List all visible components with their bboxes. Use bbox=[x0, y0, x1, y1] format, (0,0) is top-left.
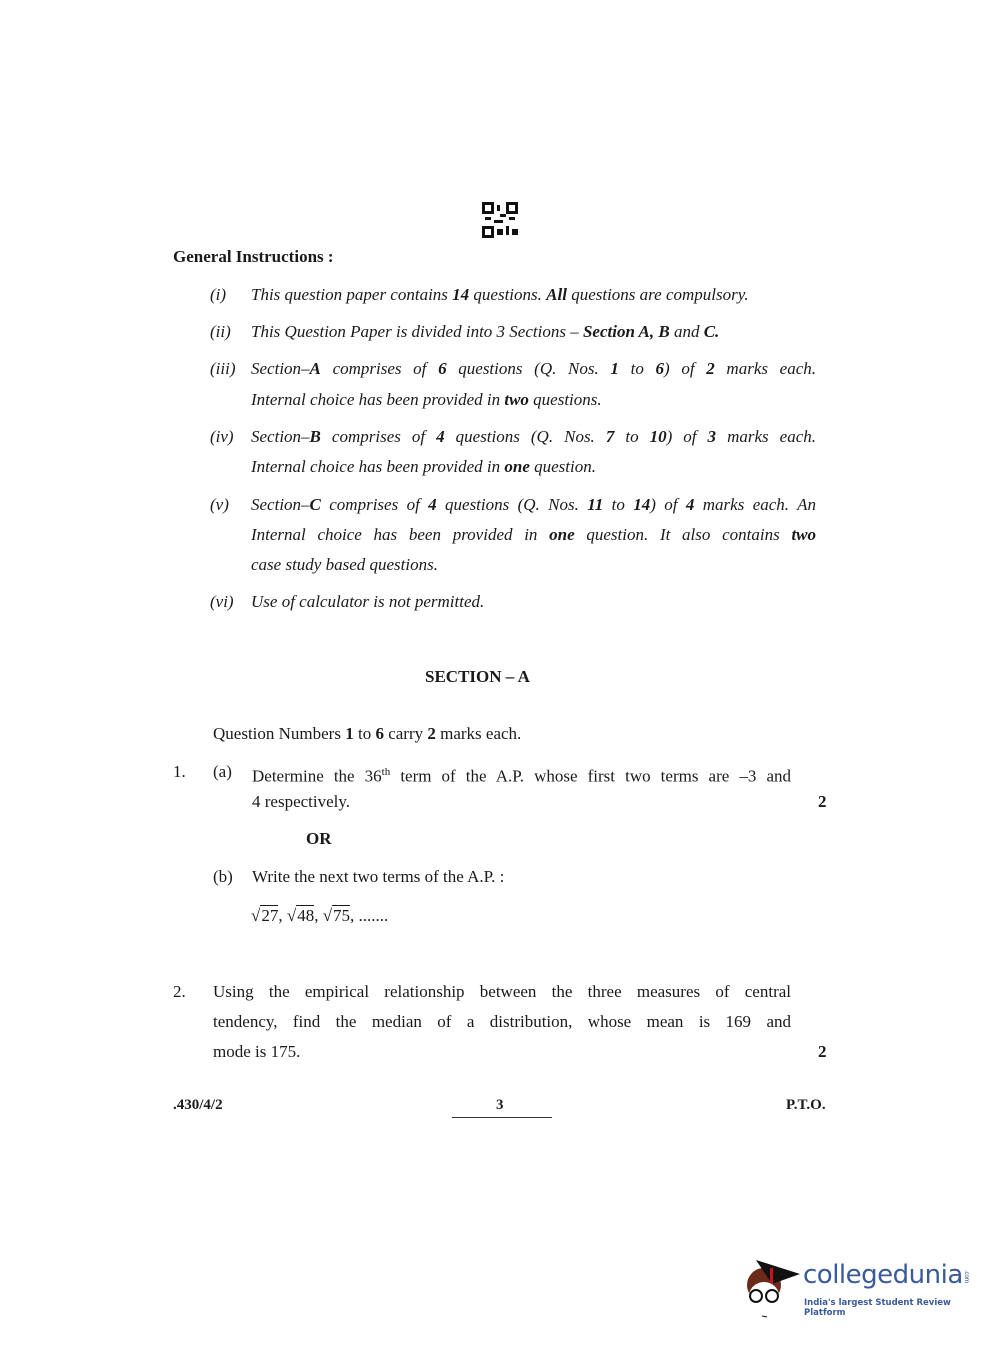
superscript: th bbox=[381, 766, 391, 778]
instruction-text bbox=[251, 495, 816, 515]
text-segment: marks each. bbox=[714, 359, 816, 378]
text-segment: question. It also contains bbox=[574, 525, 792, 544]
instruction-text bbox=[251, 359, 816, 379]
q1a-text-line bbox=[252, 762, 791, 787]
sqrt-term: 75 bbox=[333, 906, 351, 925]
instruction-text bbox=[251, 427, 816, 447]
q2-text: tendency, find the median of a distribution, whose mean is 169 and bbox=[213, 1012, 791, 1031]
question-number: 1. bbox=[173, 762, 186, 781]
bold-text: one bbox=[504, 457, 530, 476]
text-segment: questions. bbox=[469, 285, 547, 304]
option-label: (a) bbox=[213, 762, 232, 781]
collegedunia-logo bbox=[742, 1250, 972, 1320]
ellipsis: ....... bbox=[354, 906, 389, 925]
text-segment: comprises of bbox=[320, 427, 437, 446]
page-number: 3 bbox=[496, 1097, 504, 1113]
text-segment: comprises of bbox=[320, 359, 439, 378]
logo-name: collegedunia bbox=[803, 1260, 963, 1290]
section-note bbox=[213, 724, 521, 744]
text-segment: and bbox=[669, 322, 704, 341]
text-segment: marks each. bbox=[435, 724, 522, 743]
instruction-text bbox=[251, 457, 596, 477]
divider bbox=[452, 1117, 552, 1118]
bold-text: 7 bbox=[605, 427, 615, 446]
text-segment: comprises of bbox=[320, 495, 429, 514]
bold-text: B bbox=[309, 427, 321, 446]
text-segment: carry bbox=[383, 724, 428, 743]
text-segment: marks each. bbox=[716, 427, 816, 446]
text-segment: This question paper contains bbox=[251, 285, 453, 304]
bold-text: 2 bbox=[427, 724, 436, 743]
text-segment: Internal choice has been provided in bbox=[251, 525, 550, 544]
marks: 2 bbox=[818, 1042, 827, 1061]
instruction-text bbox=[251, 390, 602, 410]
bold-text: 14 bbox=[452, 285, 470, 304]
marks: 2 bbox=[818, 792, 827, 811]
pto-label: P.T.O. bbox=[786, 1097, 826, 1113]
instruction-number: (iv) bbox=[210, 427, 234, 446]
q1a-text: term of the A.P. whose first two terms are –3 and bbox=[390, 766, 791, 786]
section-title: SECTION – A bbox=[425, 667, 530, 686]
q2-text: Using the empirical relationship between the three measures of central bbox=[213, 982, 791, 1001]
bold-text: 6 bbox=[375, 724, 384, 743]
ap-terms: √27, √48, √75, ....... bbox=[251, 906, 389, 925]
text-segment: ) of bbox=[666, 427, 708, 446]
logo-suffix: .com bbox=[962, 1270, 970, 1283]
qr-code bbox=[482, 202, 518, 238]
instruction-number: (i) bbox=[210, 285, 227, 304]
bold-text: 4 bbox=[685, 495, 695, 514]
q2-text: mode is 175. bbox=[213, 1042, 301, 1061]
bold-text: Section A, B bbox=[582, 322, 670, 341]
sqrt-term: 48 bbox=[297, 906, 315, 925]
sqrt-term: 27 bbox=[261, 906, 279, 925]
text-segment: questions (Q. Nos. bbox=[436, 495, 588, 514]
text-segment: Internal choice has been provided in bbox=[251, 390, 505, 409]
instruction-text bbox=[251, 592, 484, 612]
bold-text: one bbox=[549, 525, 575, 544]
text-segment: questions (Q. Nos. bbox=[444, 427, 606, 446]
paper-code: .430/4/2 bbox=[173, 1097, 223, 1113]
q1b-text: Write the next two terms of the A.P. : bbox=[252, 867, 505, 886]
text-segment: This Question Paper is divided into 3 Sections – bbox=[251, 322, 583, 341]
question-number: 2. bbox=[173, 982, 186, 1001]
text-segment: ) of bbox=[650, 495, 686, 514]
bold-text: 11 bbox=[587, 495, 604, 514]
bold-text: C. bbox=[703, 322, 720, 341]
text-segment: ) of bbox=[664, 359, 707, 378]
instruction-number: (ii) bbox=[210, 322, 231, 341]
bold-text: 4 bbox=[436, 427, 445, 446]
instruction-number: (vi) bbox=[210, 592, 234, 611]
text-segment: Section– bbox=[251, 495, 310, 514]
instructions-heading: General Instructions : bbox=[173, 247, 334, 266]
bold-text: All bbox=[546, 285, 567, 304]
bold-text: two bbox=[504, 390, 529, 409]
logo-wordmark bbox=[803, 1260, 970, 1290]
text-segment: to bbox=[603, 495, 634, 514]
instruction-number: (iii) bbox=[210, 359, 236, 378]
bold-text: 6 bbox=[655, 359, 664, 378]
q1a-text: 4 respectively. bbox=[252, 792, 351, 811]
instruction-text bbox=[251, 285, 749, 305]
or-label: OR bbox=[306, 829, 332, 848]
mascot-icon bbox=[742, 1250, 802, 1320]
instruction-number: (v) bbox=[210, 495, 229, 514]
logo-tagline: India's largest Student Review Platform bbox=[804, 1298, 951, 1318]
bold-text: 1 bbox=[610, 359, 619, 378]
text-segment: Question Numbers bbox=[213, 724, 346, 743]
bold-text: A bbox=[309, 359, 321, 378]
bold-text: 2 bbox=[706, 359, 715, 378]
q1a-text: Determine the 36 bbox=[252, 766, 382, 786]
instruction-text bbox=[251, 525, 816, 545]
text-segment: Section– bbox=[251, 427, 310, 446]
bold-text: 4 bbox=[428, 495, 437, 514]
instruction-text bbox=[251, 555, 438, 575]
text-segment: Section– bbox=[251, 359, 310, 378]
text-segment: questions are compulsory. bbox=[566, 285, 749, 304]
text-segment: case study based questions. bbox=[251, 555, 438, 574]
text-segment: marks each. An bbox=[694, 495, 816, 514]
bold-text: 3 bbox=[707, 427, 717, 446]
bold-text: 10 bbox=[649, 427, 667, 446]
text-segment: questions. bbox=[528, 390, 602, 409]
bold-text: 14 bbox=[633, 495, 651, 514]
text-segment: questions (Q. Nos. bbox=[446, 359, 611, 378]
text-segment: Internal choice has been provided in bbox=[251, 457, 505, 476]
bold-text: two bbox=[791, 525, 816, 544]
bold-text: 6 bbox=[438, 359, 447, 378]
text-segment: question. bbox=[529, 457, 596, 476]
instruction-text bbox=[251, 322, 719, 342]
bold-text: 1 bbox=[345, 724, 354, 743]
text-segment: Use of calculator is not permitted. bbox=[251, 592, 485, 611]
text-segment: to bbox=[618, 359, 656, 378]
text-segment: to bbox=[353, 724, 376, 743]
bold-text: C bbox=[309, 495, 321, 514]
option-label: (b) bbox=[213, 867, 233, 886]
text-segment: to bbox=[614, 427, 650, 446]
